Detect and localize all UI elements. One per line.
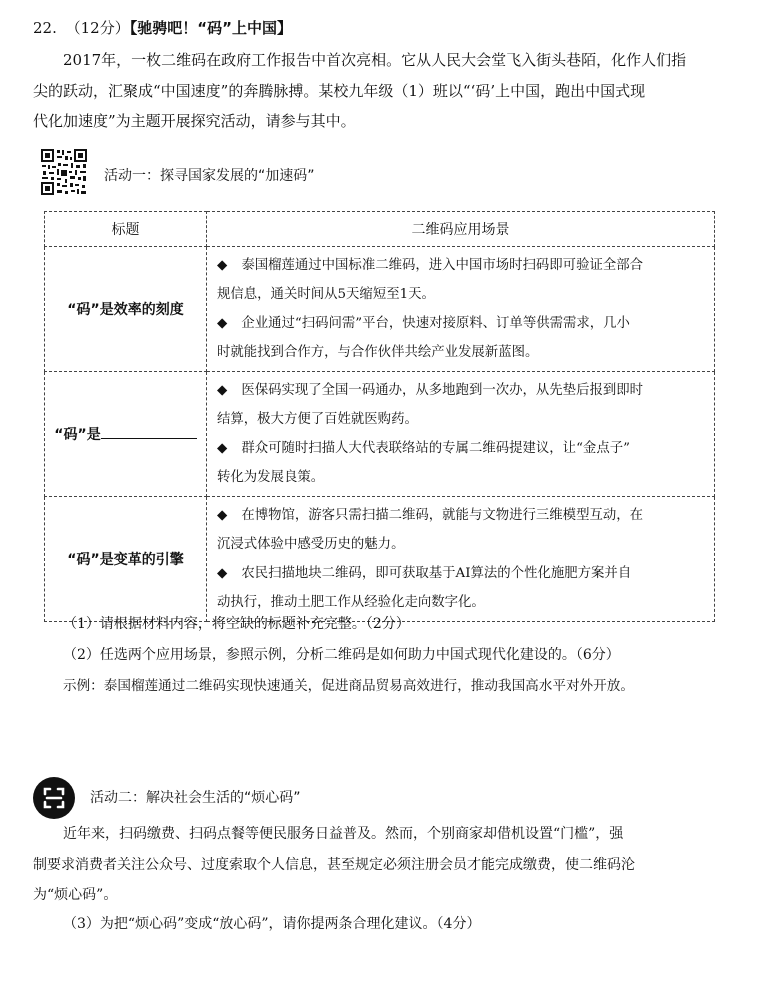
scene-text: 沉浸式体验中感受历史的魅力。 [217, 537, 405, 552]
answer-blank[interactable] [101, 424, 197, 439]
scene-text: 在博物馆，游客只需扫描二维码，就能与文物进行三维模型互动，在 [241, 508, 644, 523]
row-title: “码”是效率的刻度 [45, 247, 207, 372]
table-row [45, 497, 715, 622]
qr-code-icon [40, 148, 88, 196]
table-row [45, 247, 715, 372]
row-title: “码”是变革的引擎 [45, 497, 207, 622]
example-text: 示例：泰国榴莲通过二维码实现快速通关，促进商品贸易高效进行，推动我国高水平对外开放。 [63, 678, 634, 694]
bullet-diamond-icon: ◆ [217, 258, 228, 273]
bullet-diamond-icon: ◆ [217, 316, 228, 331]
intro-line-1: 2017年，一枚二维码在政府工作报告中首次亮相。它从人民大会堂飞入街头巷陌，化作人们指 [63, 51, 687, 69]
header-scenes: 二维码应用场景 [207, 212, 715, 247]
scene-text: 企业通过“扫码问需”平台，快速对接原料、订单等供需需求，几小 [241, 316, 630, 331]
scene-text: 泰国榴莲通过中国标准二维码，进入中国市场时扫码即可验证全部合 [241, 258, 644, 273]
scene-text: 医保码实现了全国一码通办，从多地跑到一次办，从先垫后报到即时 [241, 383, 644, 398]
bullet-diamond-icon: ◆ [217, 441, 228, 456]
activity2-line-2: 制要求消费者关注公众号、过度索取个人信息，甚至规定必须注册会员才能完成缴费，使二维码沦 [33, 857, 635, 873]
scene-text: 规信息，通关时间从5天缩短至1天。 [217, 287, 435, 302]
row-title-text: “码”是 [54, 427, 101, 443]
scene-text: 时就能找到合作方，与合作伙伴共绘产业发展新蓝图。 [217, 345, 539, 360]
row-scenes [207, 372, 715, 497]
subquestion-2: （2）任选两个应用场景，参照示例，分析二维码是如何助力中国式现代化建设的。（6分） [63, 647, 620, 663]
question-score: （12分） [65, 19, 130, 37]
subquestion-3: （3）为把“烦心码”变成“放心码”，请你提两条合理化建议。（4分） [63, 916, 481, 932]
scene-text: 动执行，推动土肥工作从经验化走向数字化。 [217, 595, 485, 610]
question-number: 22. [33, 19, 57, 37]
activity2-title: 活动二：解决社会生活的“烦心码” [90, 790, 301, 806]
bullet-diamond-icon: ◆ [217, 566, 228, 581]
bullet-diamond-icon: ◆ [217, 508, 228, 523]
question-heading: 【驰骋吧！“码”上中国】 [129, 19, 292, 37]
activity1-title: 活动一：探寻国家发展的“加速码” [104, 168, 315, 184]
intro-line-2: 尖的跃动，汇聚成“中国速度”的奔腾脉搏。某校九年级（1）班以“‘码’上中国，跑出中国式现 [33, 82, 646, 100]
row-title [45, 372, 207, 497]
scene-text: 农民扫描地块二维码，即可获取基于AI算法的个性化施肥方案并自 [241, 566, 632, 581]
table-header-row [45, 212, 715, 247]
header-title: 标题 [45, 212, 207, 247]
intro-line-3: 代化加速度”为主题开展探究活动，请参与其中。 [33, 112, 356, 130]
row-scenes [207, 497, 715, 622]
activity2-line-1: 近年来，扫码缴费、扫码点餐等便民服务日益普及。然而，个别商家却借机设置“门槛”，强 [63, 826, 624, 842]
bullet-diamond-icon: ◆ [217, 383, 228, 398]
row-scenes [207, 247, 715, 372]
subquestion-1: （1）请根据材料内容，将空缺的标题补充完整。（2分） [63, 616, 410, 632]
application-table [44, 211, 715, 622]
scene-text: 结算，极大方便了百姓就医购药。 [217, 412, 418, 427]
scan-icon [33, 777, 75, 819]
activity2-line-3: 为“烦心码”。 [33, 887, 118, 903]
table-row [45, 372, 715, 497]
question-header [33, 17, 292, 39]
scan-icon-glyph [33, 777, 75, 819]
scene-text: 群众可随时扫描人大代表联络站的专属二维码提建议，让“金点子” [241, 441, 630, 456]
scene-text: 转化为发展良策。 [217, 470, 325, 485]
